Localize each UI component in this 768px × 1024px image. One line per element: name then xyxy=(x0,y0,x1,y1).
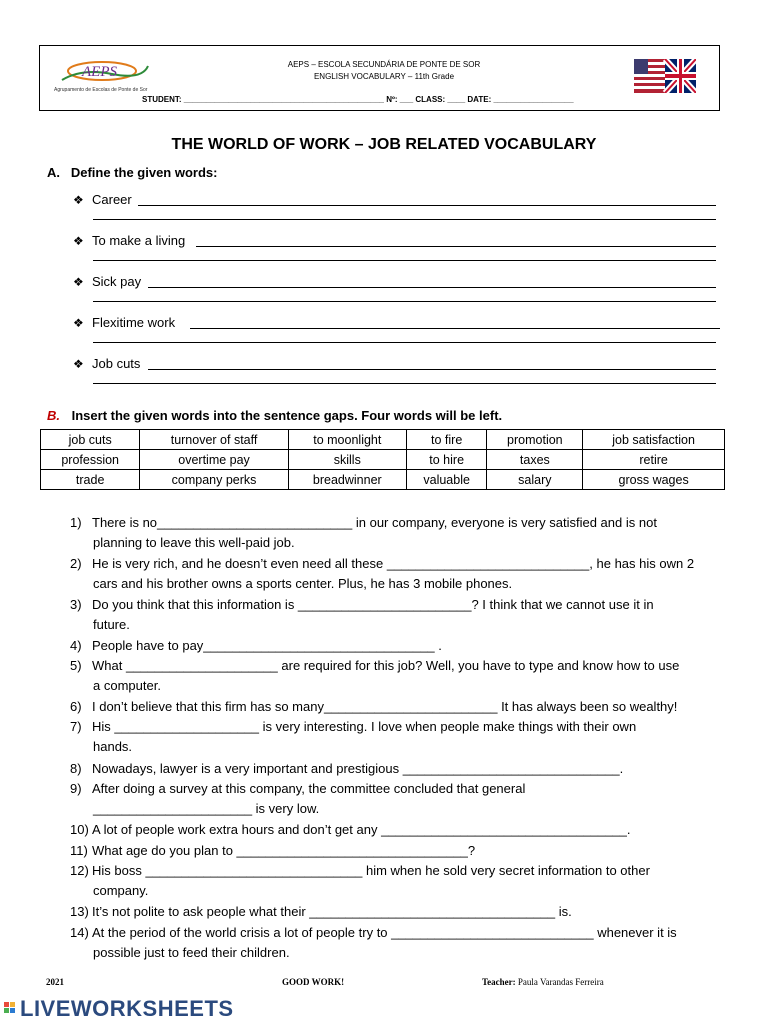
bullet-icon: ❖ xyxy=(73,234,84,248)
question-number: 11) xyxy=(70,843,88,858)
word-bank-cell: company perks xyxy=(140,470,288,490)
question-item xyxy=(70,904,572,919)
liveworksheets-logo[interactable] xyxy=(4,996,234,1022)
word-bank-cell: to fire xyxy=(406,430,487,450)
answer-line[interactable] xyxy=(190,328,720,329)
question-text[interactable]: His ____________________ is very interesting. I love when people make things with their own xyxy=(92,719,637,734)
question-number: 10) xyxy=(70,822,89,837)
bullet-icon: ❖ xyxy=(73,193,84,207)
footer-good-work: GOOD WORK! xyxy=(282,977,345,987)
question-number: 8) xyxy=(70,761,82,776)
definition-term: To make a living xyxy=(92,233,186,248)
answer-line[interactable] xyxy=(148,369,716,370)
definition-term: Flexitime work xyxy=(92,315,176,330)
section-b-instruction: Insert the given words into the sentence gaps. Four words will be left. xyxy=(71,408,503,423)
question-text[interactable]: There is no___________________________ in our company, everyone is very satisfied and is not xyxy=(92,515,657,530)
word-bank-cell: profession xyxy=(41,450,140,470)
student-info-line[interactable]: STUDENT: _____________________________________________ Nº: ___ CLASS: ____ DATE: __________________ xyxy=(142,95,574,104)
question-text[interactable]: What _____________________ are required for this job? Well, you have to type and know how to use xyxy=(92,658,680,673)
question-item xyxy=(70,843,475,858)
word-bank-cell: salary xyxy=(487,470,583,490)
bullet-icon: ❖ xyxy=(73,316,84,330)
question-number: 7) xyxy=(70,719,82,734)
word-bank-cell: valuable xyxy=(406,470,487,490)
course-name: ENGLISH VOCABULARY – 11th Grade xyxy=(313,72,455,81)
question-item xyxy=(70,638,442,653)
question-text[interactable]: It’s not polite to ask people what their __________________________________ is. xyxy=(92,904,572,919)
section-a-instruction: Define the given words: xyxy=(70,165,218,180)
school-name: AEPS – ESCOLA SECUNDÁRIA DE PONTE DE SOR xyxy=(287,60,481,69)
question-number: 3) xyxy=(70,597,82,612)
question-item xyxy=(70,925,677,940)
question-number: 9) xyxy=(70,781,82,796)
question-text-continued[interactable]: cars and his brother owns a sports center. Plus, he has 3 mobile phones. xyxy=(93,576,513,591)
question-number: 14) xyxy=(70,925,89,940)
answer-line[interactable] xyxy=(93,260,716,261)
bullet-icon: ❖ xyxy=(73,357,84,371)
question-text[interactable]: After doing a survey at this company, the committee concluded that general xyxy=(92,781,526,796)
question-number: 4) xyxy=(70,638,82,653)
question-number: 5) xyxy=(70,658,82,673)
question-text-continued[interactable]: a computer. xyxy=(93,678,161,693)
liveworksheets-icon xyxy=(4,1000,20,1018)
word-bank-cell: overtime pay xyxy=(140,450,288,470)
teacher-label: Teacher: xyxy=(482,977,516,987)
word-bank-cell: job cuts xyxy=(41,430,140,450)
word-bank-row xyxy=(41,450,725,470)
answer-line[interactable] xyxy=(93,219,716,220)
teacher-name: Paula Varandas Ferreira xyxy=(517,977,604,987)
bullet-icon: ❖ xyxy=(73,275,84,289)
question-item xyxy=(70,822,631,837)
watermark-text: LIVEWORKSHEETS xyxy=(20,996,234,1021)
word-bank-table xyxy=(40,429,725,490)
answer-line[interactable] xyxy=(93,383,716,384)
svg-text:AEPS: AEPS xyxy=(82,64,117,80)
question-text[interactable]: I don’t believe that this firm has so many________________________ It has always been so wealthy! xyxy=(92,699,678,714)
question-text[interactable]: A lot of people work extra hours and don’t get any __________________________________. xyxy=(92,822,631,837)
word-bank-cell: retire xyxy=(583,450,725,470)
word-bank-cell: trade xyxy=(41,470,140,490)
question-text-continued[interactable]: ______________________ is very low. xyxy=(93,801,320,816)
answer-line[interactable] xyxy=(148,287,716,288)
word-bank-cell: breadwinner xyxy=(288,470,406,490)
footer-year: 2021 xyxy=(46,977,64,987)
question-item xyxy=(70,699,677,714)
question-text-continued[interactable]: possible just to feed their children. xyxy=(93,945,290,960)
question-item xyxy=(70,597,654,612)
question-item xyxy=(70,781,525,796)
question-text[interactable]: His boss ______________________________ him when he sold very secret information to other xyxy=(92,863,650,878)
footer-teacher xyxy=(482,977,604,987)
word-bank-cell: to hire xyxy=(406,450,487,470)
word-bank-cell: skills xyxy=(288,450,406,470)
answer-line[interactable] xyxy=(138,205,716,206)
svg-text:Agrupamento de Escolas de Pont: Agrupamento de Escolas de Ponte de Sor xyxy=(54,87,148,93)
word-bank-cell: promotion xyxy=(487,430,583,450)
answer-line[interactable] xyxy=(196,246,716,247)
question-text-continued[interactable]: planning to leave this well-paid job. xyxy=(93,535,295,550)
section-b-letter: B. xyxy=(47,408,60,423)
answer-line[interactable] xyxy=(93,301,716,302)
question-text[interactable]: What age do you plan to ________________________________? xyxy=(92,843,476,858)
word-bank-cell: taxes xyxy=(487,450,583,470)
question-item xyxy=(70,556,694,571)
word-bank-cell: turnover of staff xyxy=(140,430,288,450)
definition-term: Sick pay xyxy=(92,274,142,289)
word-bank-cell: job satisfaction xyxy=(583,430,725,450)
question-item xyxy=(70,658,679,673)
question-item xyxy=(70,863,650,878)
question-number: 2) xyxy=(70,556,82,571)
question-text[interactable]: At the period of the world crisis a lot of people try to ____________________________ whenever it is xyxy=(92,925,677,940)
question-item xyxy=(70,719,636,734)
section-a-heading xyxy=(47,165,217,180)
question-text[interactable]: Nowadays, lawyer is a very important and prestigious ______________________________. xyxy=(92,761,624,776)
page-title: THE WORLD OF WORK – JOB RELATED VOCABULARY xyxy=(171,136,597,153)
question-text-continued[interactable]: future. xyxy=(93,617,130,632)
word-bank-cell: to moonlight xyxy=(288,430,406,450)
question-text-continued[interactable]: hands. xyxy=(93,739,133,754)
question-text[interactable]: He is very rich, and he doesn’t even need all these ____________________________, he has his own 2 xyxy=(92,556,695,571)
question-item xyxy=(70,761,623,776)
question-number: 6) xyxy=(70,699,82,714)
question-text[interactable]: Do you think that this information is ________________________? I think that we cannot use it in xyxy=(92,597,654,612)
question-number: 12) xyxy=(70,863,89,878)
word-bank-row xyxy=(41,470,725,490)
question-text[interactable]: People have to pay________________________________ . xyxy=(92,638,442,653)
word-bank-row xyxy=(41,430,725,450)
answer-line[interactable] xyxy=(93,342,716,343)
section-a-letter: A. xyxy=(47,165,60,180)
section-b-heading xyxy=(47,408,502,423)
definition-term: Job cuts xyxy=(92,356,141,371)
question-text-continued[interactable]: company. xyxy=(93,883,149,898)
definition-term: Career xyxy=(92,192,132,207)
question-item xyxy=(70,515,657,530)
question-number: 13) xyxy=(70,904,89,919)
question-number: 1) xyxy=(70,515,82,530)
word-bank-cell: gross wages xyxy=(583,470,725,490)
